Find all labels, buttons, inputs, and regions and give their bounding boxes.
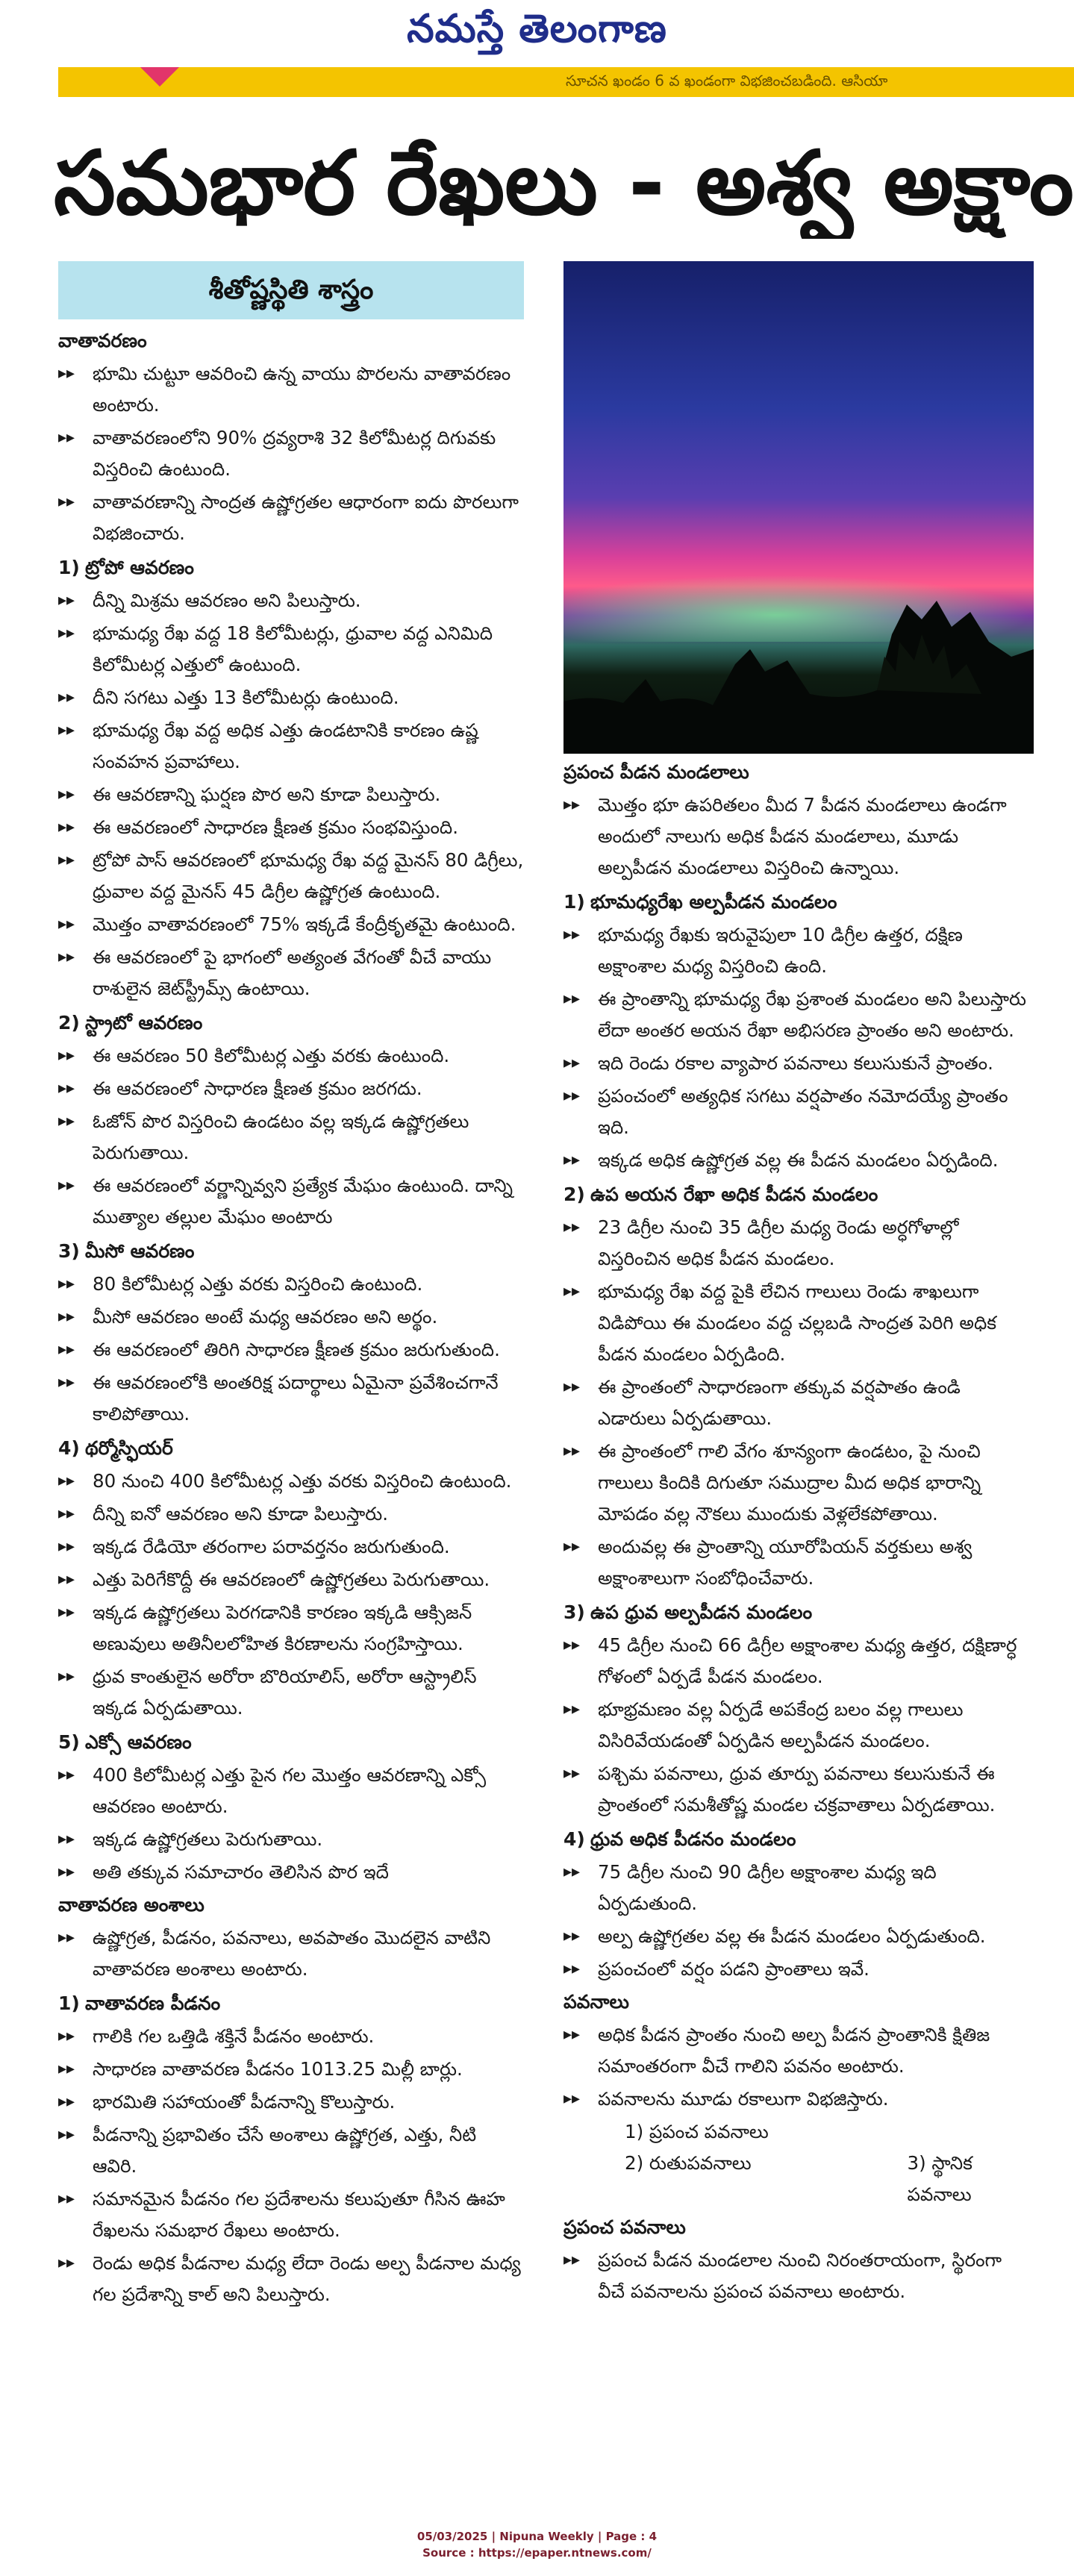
bullet-text: ఈ ప్రాంతంలో గాలి వేగం శూన్యంగా ఉండటం, పై నుంచి గాలులు కిందికి దిగుతూ సముద్రాల మీద అధిక భారాన్ని మోపడం వల్ల నౌకలు ముందుకు వెళ్లలేకపోతాయి. bbox=[598, 1440, 981, 1525]
double-arrow-bullet-icon: ▸▸ bbox=[58, 1176, 75, 1195]
bullet-item bbox=[563, 1145, 1034, 1176]
tree-silhouette bbox=[563, 590, 1034, 754]
bullet-item bbox=[58, 1857, 524, 1888]
double-arrow-bullet-icon: ▸▸ bbox=[58, 1079, 75, 1098]
subheading-number: 3) bbox=[563, 1601, 585, 1623]
bullet-item bbox=[563, 984, 1034, 1046]
masthead-logo-text: నమస్తే తెలంగాణ bbox=[407, 6, 667, 51]
double-arrow-bullet-icon: ▸▸ bbox=[58, 1373, 75, 1392]
bullet-text: ఇక్కడ అధిక ఉష్ణోగ్రత వల్ల ఈ పీడన మండలం ఏర్పడింది. bbox=[598, 1149, 999, 1171]
bullet-item bbox=[563, 790, 1034, 884]
section-heading: పవనాలు bbox=[563, 1991, 629, 2013]
bullet-text: పశ్చిమ పవనాలు, ధ్రువ తూర్పు పవనాలు కలుసుకునే ఈ ప్రాంతంలో సమశీతోష్ణ మండల చక్రవాతాలు ఏర్పడతాయి. bbox=[598, 1763, 996, 1816]
bullet-item bbox=[58, 845, 524, 907]
subheading-text: ధ్రువ అధిక పీడనం మండలం bbox=[590, 1828, 796, 1850]
double-arrow-bullet-icon: ▸▸ bbox=[58, 1046, 75, 1065]
double-arrow-bullet-icon: ▸▸ bbox=[58, 851, 75, 869]
bullet-text: భారమితి సహాయంతో పీడనాన్ని కొలుస్తారు. bbox=[93, 2091, 396, 2113]
bullet-item bbox=[58, 1922, 524, 1985]
bullet-text: ఎత్తు పెరిగేకొద్దీ ఈ ఆవరణంలో ఉష్ణోగ్రతలు పెరుగుతాయి. bbox=[93, 1569, 490, 1590]
bullet-item bbox=[563, 1758, 1034, 1821]
bullet-text: ప్రపంచంలో అత్యధిక సగటు వర్షపాతం నమోదయ్యే ప్రాంతం ఇది. bbox=[598, 1085, 1008, 1138]
bullet-text: ఈ ఆవరణంలో పై భాగంలో అత్యంత వేగంతో వీచే వాయు రాశులైన జెట్‌స్ట్రీమ్స్ ఉంటాయి. bbox=[93, 946, 492, 999]
double-arrow-bullet-icon: ▸▸ bbox=[58, 785, 75, 804]
bullet-text: ఈ ఆవరణంలో తిరిగి సాధారణ క్షీణత క్రమం జరుగుతుంది. bbox=[93, 1339, 500, 1360]
double-arrow-bullet-icon: ▸▸ bbox=[58, 364, 75, 383]
double-arrow-bullet-icon: ▸▸ bbox=[58, 1928, 75, 1947]
double-arrow-bullet-icon: ▸▸ bbox=[58, 2060, 75, 2078]
category-item: 2) రుతుపవనాలు bbox=[625, 2152, 752, 2174]
subheading-number: 2) bbox=[563, 1184, 585, 1205]
bullet-item bbox=[58, 942, 524, 1004]
bullet-text: భూమధ్య రేఖ వద్ద 18 కిలోమీటర్లు, ధ్రువాల వద్ద ఎనిమిది కిలోమీటర్ల ఎత్తులో ఉంటుంది. bbox=[93, 622, 493, 675]
double-arrow-bullet-icon: ▸▸ bbox=[58, 2027, 75, 2045]
bullet-item bbox=[58, 1824, 524, 1855]
bullet-text: వాతావరణాన్ని సాంద్రత ఉష్ణోగ్రతల ఆధారంగా ఐదు పొరలుగా విభజించారు. bbox=[93, 491, 519, 544]
subheading-text: ఉప ధ్రువ అల్పపీడన మండలం bbox=[590, 1601, 813, 1623]
ticker-marker-icon bbox=[140, 67, 179, 87]
bullet-item bbox=[563, 1372, 1034, 1434]
bullet-text: ఇక్కడ ఉష్ణోగ్రతలు పెరుగుతాయి. bbox=[93, 1828, 323, 1850]
numbered-subheading bbox=[58, 554, 524, 582]
bullet-text: వాతావరణంలోని 90% ద్రవ్యరాశి 32 కిలోమీటర్ల దిగువకు విస్తరించి ఉంటుంది. bbox=[93, 427, 496, 480]
bullet-text: ఈ ఆవరణం 50 కిలోమీటర్ల ఎత్తు వరకు ఉంటుంది. bbox=[93, 1045, 450, 1066]
double-arrow-bullet-icon: ▸▸ bbox=[563, 990, 581, 1008]
bullet-text: మీసో ఆవరణం అంటే మధ్య ఆవరణం అని అర్థం. bbox=[93, 1306, 438, 1328]
bullet-text: 80 నుంచి 400 కిలోమీటర్ల ఎత్తు వరకు విస్తరించి ఉంటుంది. bbox=[93, 1470, 512, 1492]
right-column-content bbox=[563, 758, 1034, 2307]
numbered-subheading bbox=[563, 888, 1034, 916]
double-arrow-bullet-icon: ▸▸ bbox=[58, 721, 75, 740]
bullet-text: 23 డిగ్రీల నుంచి 35 డిగ్రీల మధ్య రెండు అర్ధగోళాల్లో విస్తరించిన అధిక పీడన మండలం. bbox=[598, 1216, 959, 1269]
double-arrow-bullet-icon: ▸▸ bbox=[563, 1636, 581, 1654]
double-arrow-bullet-icon: ▸▸ bbox=[563, 1282, 581, 1301]
bullet-item bbox=[563, 1921, 1034, 1952]
bullet-item bbox=[563, 1531, 1034, 1594]
bullet-text: ప్రపంచంలో వర్షం పడని ప్రాంతాలు ఇవే. bbox=[598, 1958, 869, 1980]
bullet-text: భూభ్రమణం వల్ల ఏర్పడే అపకేంద్ర బలం వల్ల గాలులు విసిరివేయడంతో ఏర్పడిన అల్పపీడన మండలం. bbox=[598, 1698, 964, 1751]
bullet-item bbox=[563, 2019, 1034, 2082]
bullet-item bbox=[58, 585, 524, 616]
footer-date-line: 05/03/2025 | Nipuna Weekly | Page : 4 bbox=[416, 2530, 658, 2543]
double-arrow-bullet-icon: ▸▸ bbox=[563, 2089, 581, 2108]
bullet-item bbox=[58, 1531, 524, 1563]
bullet-text: దీని సగటు ఎత్తు 13 కిలోమీటర్లు ఉంటుంది. bbox=[93, 687, 399, 708]
bullet-text: రెండు అధిక పీడనాల మధ్య లేదా రెండు అల్ప పీడనాల మధ్య గల ప్రదేశాన్ని కాల్ అని పిలుస్తారు. bbox=[93, 2252, 521, 2305]
subheading-number: 2) bbox=[58, 1012, 80, 1034]
bullet-item bbox=[563, 919, 1034, 982]
section-heading: ప్రపంచ పీడన మండలాలు bbox=[563, 761, 749, 783]
subheading-number: 5) bbox=[58, 1731, 80, 1753]
bullet-text: దీన్ని మిశ్రమ ఆవరణం అని పిలుస్తారు. bbox=[93, 590, 361, 611]
subheading-number: 4) bbox=[58, 1437, 80, 1459]
double-arrow-bullet-icon: ▸▸ bbox=[563, 1764, 581, 1783]
ticker-strip bbox=[58, 67, 1074, 97]
double-arrow-bullet-icon: ▸▸ bbox=[58, 1667, 75, 1686]
double-arrow-bullet-icon: ▸▸ bbox=[58, 1603, 75, 1622]
aurora-photo bbox=[563, 261, 1034, 754]
bullet-item bbox=[58, 422, 524, 485]
double-arrow-bullet-icon: ▸▸ bbox=[58, 1863, 75, 1881]
double-arrow-bullet-icon: ▸▸ bbox=[58, 1766, 75, 1784]
bullet-text: భూమధ్య రేఖ వద్ద పైకి లేచిన గాలులు రెండు శాఖలుగా విడిపోయి ఈ మండలం వద్ద చల్లబడి సాంద్రత పెరిగి అధిక పీడన మండలం ఏర్పడింది. bbox=[598, 1281, 997, 1365]
bullet-text: భూమధ్య రేఖ వద్ద అధిక ఎత్తు ఉండటానికి కారణం ఉష్ణ సంవహన ప్రవాహాలు. bbox=[93, 719, 478, 772]
ticker-text: సూచన ఖండం 6 వ ఖండంగా విభజించబడింది. ఆసియా bbox=[566, 72, 888, 90]
category-item: 1) ప్రపంచ పవనాలు bbox=[625, 2121, 769, 2142]
double-arrow-bullet-icon: ▸▸ bbox=[58, 493, 75, 511]
bullet-text: ఉష్ణోగ్రత, పీడనం, పవనాలు, అవపాతం మొదలైన వాటిని వాతావరణ అంశాలు అంటారు. bbox=[93, 1927, 491, 1980]
bullet-item bbox=[563, 1954, 1034, 1985]
left-column-content bbox=[58, 327, 524, 2310]
bullet-text: భూమి చుట్టూ ఆవరించి ఉన్న వాయు పొరలను వాతావరణం అంటారు. bbox=[93, 363, 511, 416]
subheading-text: భూమధ్యరేఖ అల్పపీడన మండలం bbox=[590, 891, 837, 913]
bullet-text: భూమధ్య రేఖకు ఇరువైపులా 10 డిగ్రీల ఉత్తర, దక్షిణ అక్షాంశాల మధ్య విస్తరించి ఉంది. bbox=[598, 924, 963, 977]
subheading-number: 1) bbox=[58, 1992, 80, 2014]
bullet-item bbox=[58, 1564, 524, 1595]
bullet-item bbox=[58, 1170, 524, 1233]
bullet-item bbox=[58, 2248, 524, 2310]
bullet-item bbox=[58, 1073, 524, 1104]
double-arrow-bullet-icon: ▸▸ bbox=[563, 1863, 581, 1881]
double-arrow-bullet-icon: ▸▸ bbox=[563, 1087, 581, 1105]
bullet-item bbox=[58, 909, 524, 940]
bullet-text: 45 డిగ్రీల నుంచి 66 డిగ్రీల అక్షాంశాల మధ్య ఉత్తర, దక్షిణార్ధ గోళంలో ఏర్పడే పీడన మండలం. bbox=[598, 1634, 1017, 1687]
double-arrow-bullet-icon: ▸▸ bbox=[58, 1570, 75, 1589]
bullet-item bbox=[58, 812, 524, 843]
bullet-text: ఈ ఆవరణంలో సాధారణ క్షీణత క్రమం జరగదు. bbox=[93, 1078, 422, 1099]
category-row bbox=[563, 2148, 1034, 2210]
double-arrow-bullet-icon: ▸▸ bbox=[563, 1442, 581, 1460]
bullet-text: ఇక్కడ రేడియో తరంగాల పరావర్తనం జరుగుతుంది. bbox=[93, 1536, 450, 1557]
bullet-item bbox=[58, 358, 524, 421]
bullet-text: దీన్ని ఐనో ఆవరణం అని కూడా పిలుస్తారు. bbox=[93, 1503, 389, 1525]
bullet-text: 400 కిలోమీటర్ల ఎత్తు పైన గల మొత్తం ఆవరణాన్ని ఎక్సో ఆవరణం అంటారు. bbox=[93, 1764, 487, 1817]
bullet-text: అధిక పీడన ప్రాంతం నుంచి అల్ప పీడన ప్రాంతానికి క్షితిజ సమాంతరంగా వీచే గాలిని పవనం అంటారు. bbox=[598, 2024, 990, 2077]
bullet-text: ఇక్కడ ఉష్ణోగ్రతలు పెరగడానికి కారణం ఇక్కడి ఆక్సిజన్ అణువులు అతినీలలోహిత కిరణాలను సంగ్రహిస్తాయి. bbox=[93, 1601, 472, 1654]
bullet-item bbox=[58, 682, 524, 713]
bullet-item bbox=[58, 715, 524, 778]
bullet-item bbox=[58, 2054, 524, 2085]
bullet-item bbox=[58, 1301, 524, 1333]
double-arrow-bullet-icon: ▸▸ bbox=[58, 428, 75, 447]
bullet-text: అల్ప ఉష్ణోగ్రతల వల్ల ఈ పీడన మండలం ఏర్పడుతుంది. bbox=[598, 1925, 986, 1947]
bullet-text: మొత్తం వాతావరణంలో 75% ఇక్కడే కేంద్రీకృతమై ఉంటుంది. bbox=[93, 913, 516, 935]
footer-source-line: Source : https://epaper.ntnews.com/ bbox=[422, 2546, 652, 2560]
bullet-text: అందువల్ల ఈ ప్రాంతాన్ని యూరోపియన్ వర్తకులు అశ్వ అక్షాంశాలుగా సంబోధించేవారు. bbox=[598, 1536, 972, 1589]
double-arrow-bullet-icon: ▸▸ bbox=[563, 1151, 581, 1169]
double-arrow-bullet-icon: ▸▸ bbox=[58, 948, 75, 966]
bullet-text: ఈ ఆవరణంలో వర్ణాన్నివ్వని ప్రత్యేక మేఘం ఉంటుంది. దాన్ని ముత్యాల తల్లుల మేఘం అంటారు bbox=[93, 1175, 513, 1228]
double-arrow-bullet-icon: ▸▸ bbox=[58, 2092, 75, 2111]
double-arrow-bullet-icon: ▸▸ bbox=[58, 591, 75, 610]
subheading-number: 1) bbox=[563, 891, 585, 913]
bullet-item bbox=[58, 1334, 524, 1366]
double-arrow-bullet-icon: ▸▸ bbox=[58, 818, 75, 837]
bullet-text: ప్రపంచ పీడన మండలాల నుంచి నిరంతరాయంగా, స్థిరంగా వీచే పవనాలను ప్రపంచ పవనాలు అంటారు. bbox=[598, 2249, 1002, 2302]
bullet-item bbox=[58, 2086, 524, 2118]
bullet-text: ఓజోన్ పొర విస్తరించి ఉండటం వల్ల ఇక్కడ ఉష్ణోగ్రతలు పెరుగుతాయి. bbox=[93, 1110, 469, 1163]
bullet-item bbox=[563, 1081, 1034, 1143]
bullet-item bbox=[563, 1048, 1034, 1079]
article-headline: సమభార రేఖలు - అశ్వ అక్షాం bbox=[54, 131, 1074, 234]
subheading-text: థర్మోస్ఫియర్ bbox=[85, 1437, 173, 1459]
subheading-text: ట్రోపో ఆవరణం bbox=[85, 557, 194, 578]
bullet-item bbox=[58, 1466, 524, 1497]
subheading-text: స్ట్రాటో ఆవరణం bbox=[85, 1012, 203, 1034]
bullet-item bbox=[58, 1597, 524, 1660]
double-arrow-bullet-icon: ▸▸ bbox=[58, 1504, 75, 1523]
subheading-number: 1) bbox=[58, 557, 80, 578]
double-arrow-bullet-icon: ▸▸ bbox=[58, 1307, 75, 1326]
bullet-item bbox=[58, 1269, 524, 1300]
double-arrow-bullet-icon: ▸▸ bbox=[563, 925, 581, 944]
bullet-item bbox=[563, 1276, 1034, 1370]
bullet-text: ఈ ఆవరణాన్ని ఘర్షణ పొర అని కూడా పిలుస్తారు. bbox=[93, 784, 441, 805]
bullet-item bbox=[58, 2119, 524, 2182]
bullet-text: గాలికి గల ఒత్తిడి శక్తినే పీడనం అంటారు. bbox=[93, 2025, 375, 2047]
numbered-subheading bbox=[563, 1598, 1034, 1627]
double-arrow-bullet-icon: ▸▸ bbox=[563, 795, 581, 814]
bullet-text: అతి తక్కువ సమాచారం తెలిసిన పొర ఇదే bbox=[93, 1861, 389, 1883]
bullet-text: సమానమైన పీడనం గల ప్రదేశాలను కలుపుతూ గీసిన ఊహ రేఖలను సమభార రేఖలు అంటారు. bbox=[93, 2188, 505, 2241]
double-arrow-bullet-icon: ▸▸ bbox=[58, 624, 75, 643]
bullet-text: సాధారణ వాతావరణ పీడనం 1013.25 మిల్లీ బార్లు. bbox=[93, 2058, 463, 2080]
double-arrow-bullet-icon: ▸▸ bbox=[563, 2251, 581, 2269]
double-arrow-bullet-icon: ▸▸ bbox=[58, 1112, 75, 1131]
section-heading: ప్రపంచ పవనాలు bbox=[563, 2216, 686, 2238]
subheading-text: మీసో ఆవరణం bbox=[85, 1240, 195, 1262]
bullet-item bbox=[58, 2021, 524, 2052]
double-arrow-bullet-icon: ▸▸ bbox=[563, 1927, 581, 1945]
double-arrow-bullet-icon: ▸▸ bbox=[58, 1472, 75, 1490]
bullet-text: ట్రోపో పాస్ ఆవరణంలో భూమధ్య రేఖ వద్ద మైనస్ 80 డిగ్రీలు, ధ్రువాల వద్ద మైనస్ 45 డిగ్రీల ఉష్ణోగ్రత ఉంటుంది. bbox=[93, 849, 524, 902]
bullet-item bbox=[58, 1498, 524, 1530]
double-arrow-bullet-icon: ▸▸ bbox=[563, 1218, 581, 1237]
bullet-text: మొత్తం భూ ఉపరితలం మీద 7 పీడన మండలాలు ఉండగా అందులో నాలుగు అధిక పీడన మండలాలు, మూడు అల్పపీడన మండలాలు విస్తరించి ఉన్నాయి. bbox=[598, 794, 1007, 878]
bullet-text: పీడనాన్ని ప్రభావితం చేసే అంశాలు ఉష్ణోగ్రత, ఎత్తు, నీటి ఆవిరి. bbox=[93, 2124, 477, 2177]
bullet-item bbox=[563, 2083, 1034, 2115]
subheading-text: వాతావరణ పీడనం bbox=[85, 1992, 221, 2014]
bullet-text: ఈ ప్రాంతంలో సాధారణంగా తక్కువ వర్షపాతం ఉండి ఎడారులు ఏర్పడుతాయి. bbox=[598, 1376, 961, 1429]
double-arrow-bullet-icon: ▸▸ bbox=[58, 1275, 75, 1293]
subheading-number: 4) bbox=[563, 1828, 585, 1850]
section-heading: వాతావరణ అంశాలు bbox=[58, 1894, 205, 1916]
numbered-subheading bbox=[58, 1989, 524, 2018]
double-arrow-bullet-icon: ▸▸ bbox=[563, 1700, 581, 1719]
double-arrow-bullet-icon: ▸▸ bbox=[58, 1537, 75, 1556]
double-arrow-bullet-icon: ▸▸ bbox=[563, 1960, 581, 1978]
bullet-item bbox=[563, 1857, 1034, 1919]
bullet-item bbox=[563, 1630, 1034, 1692]
section-box-title: శీతోష్ణస్థితి శాస్త్రం bbox=[58, 261, 524, 319]
bullet-text: పవనాలను మూడు రకాలుగా విభజిస్తారు. bbox=[598, 2088, 889, 2110]
double-arrow-bullet-icon: ▸▸ bbox=[58, 2254, 75, 2272]
bullet-text: ఈ ప్రాంతాన్ని భూమధ్య రేఖ ప్రశాంత మండలం అని పిలుస్తారు లేదా అంతర అయన రేఖా అభిసరణ ప్రాంతం అని అంటారు. bbox=[598, 988, 1026, 1041]
bullet-text: ఈ ఆవరణంలో సాధారణ క్షీణత క్రమం సంభవిస్తుంది. bbox=[93, 816, 458, 838]
numbered-subheading bbox=[563, 1825, 1034, 1854]
numbered-subheading bbox=[58, 1728, 524, 1757]
double-arrow-bullet-icon: ▸▸ bbox=[58, 2189, 75, 2208]
double-arrow-bullet-icon: ▸▸ bbox=[563, 2025, 581, 2044]
bullet-text: ధ్రువ కాంతులైన అరోరా బొరియాలిస్, అరోరా ఆస్ట్రాలిస్ ఇక్కడ ఏర్పడుతాయి. bbox=[93, 1666, 477, 1719]
bullet-item bbox=[563, 1694, 1034, 1757]
bullet-item bbox=[58, 779, 524, 810]
double-arrow-bullet-icon: ▸▸ bbox=[563, 1054, 581, 1072]
numbered-subheading bbox=[563, 1181, 1034, 1209]
bullet-item bbox=[58, 1760, 524, 1822]
numbered-subheading bbox=[58, 1237, 524, 1266]
double-arrow-bullet-icon: ▸▸ bbox=[58, 688, 75, 707]
bullet-item bbox=[58, 1106, 524, 1169]
bullet-item bbox=[58, 487, 524, 549]
double-arrow-bullet-icon: ▸▸ bbox=[563, 1378, 581, 1396]
bullet-item bbox=[563, 2245, 1034, 2307]
bullet-item bbox=[58, 1661, 524, 1724]
bullet-item bbox=[58, 1040, 524, 1072]
bullet-text: ఈ ఆవరణంలోకి అంతరిక్ష పదార్థాలు ఏమైనా ప్రవేశించగానే కాలిపోతాయి. bbox=[93, 1372, 499, 1425]
bullet-item bbox=[563, 1436, 1034, 1530]
bullet-text: 80 కిలోమీటర్ల ఎత్తు వరకు విస్తరించి ఉంటుంది. bbox=[93, 1273, 423, 1295]
right-column bbox=[563, 261, 1034, 2309]
subheading-text: ఉప అయన రేఖా అధిక పీడన మండలం bbox=[590, 1184, 878, 1205]
bullet-text: 75 డిగ్రీల నుంచి 90 డిగ్రీల అక్షాంశాల మధ్య ఇది ఏర్పడుతుంది. bbox=[598, 1861, 937, 1914]
double-arrow-bullet-icon: ▸▸ bbox=[58, 1340, 75, 1359]
bullet-item bbox=[563, 1212, 1034, 1275]
double-arrow-bullet-icon: ▸▸ bbox=[58, 915, 75, 934]
category-item: 3) స్థానిక పవనాలు bbox=[907, 2152, 972, 2205]
section-heading: వాతావరణం bbox=[58, 330, 147, 351]
masthead bbox=[0, 0, 1074, 58]
double-arrow-bullet-icon: ▸▸ bbox=[58, 2125, 75, 2144]
page-footer bbox=[0, 2528, 1074, 2561]
bullet-item bbox=[58, 1367, 524, 1430]
bullet-text: ఇది రెండు రకాల వ్యాపార పవనాలు కలుసుకునే ప్రాంతం. bbox=[598, 1052, 993, 1074]
double-arrow-bullet-icon: ▸▸ bbox=[563, 1537, 581, 1556]
subheading-text: ఎక్సో ఆవరణం bbox=[85, 1731, 192, 1753]
numbered-subheading bbox=[58, 1009, 524, 1037]
numbered-subheading bbox=[58, 1434, 524, 1463]
subheading-number: 3) bbox=[58, 1240, 80, 1262]
double-arrow-bullet-icon: ▸▸ bbox=[58, 1830, 75, 1848]
bullet-item bbox=[58, 618, 524, 681]
left-column bbox=[58, 261, 524, 2312]
bullet-item bbox=[58, 2183, 524, 2246]
